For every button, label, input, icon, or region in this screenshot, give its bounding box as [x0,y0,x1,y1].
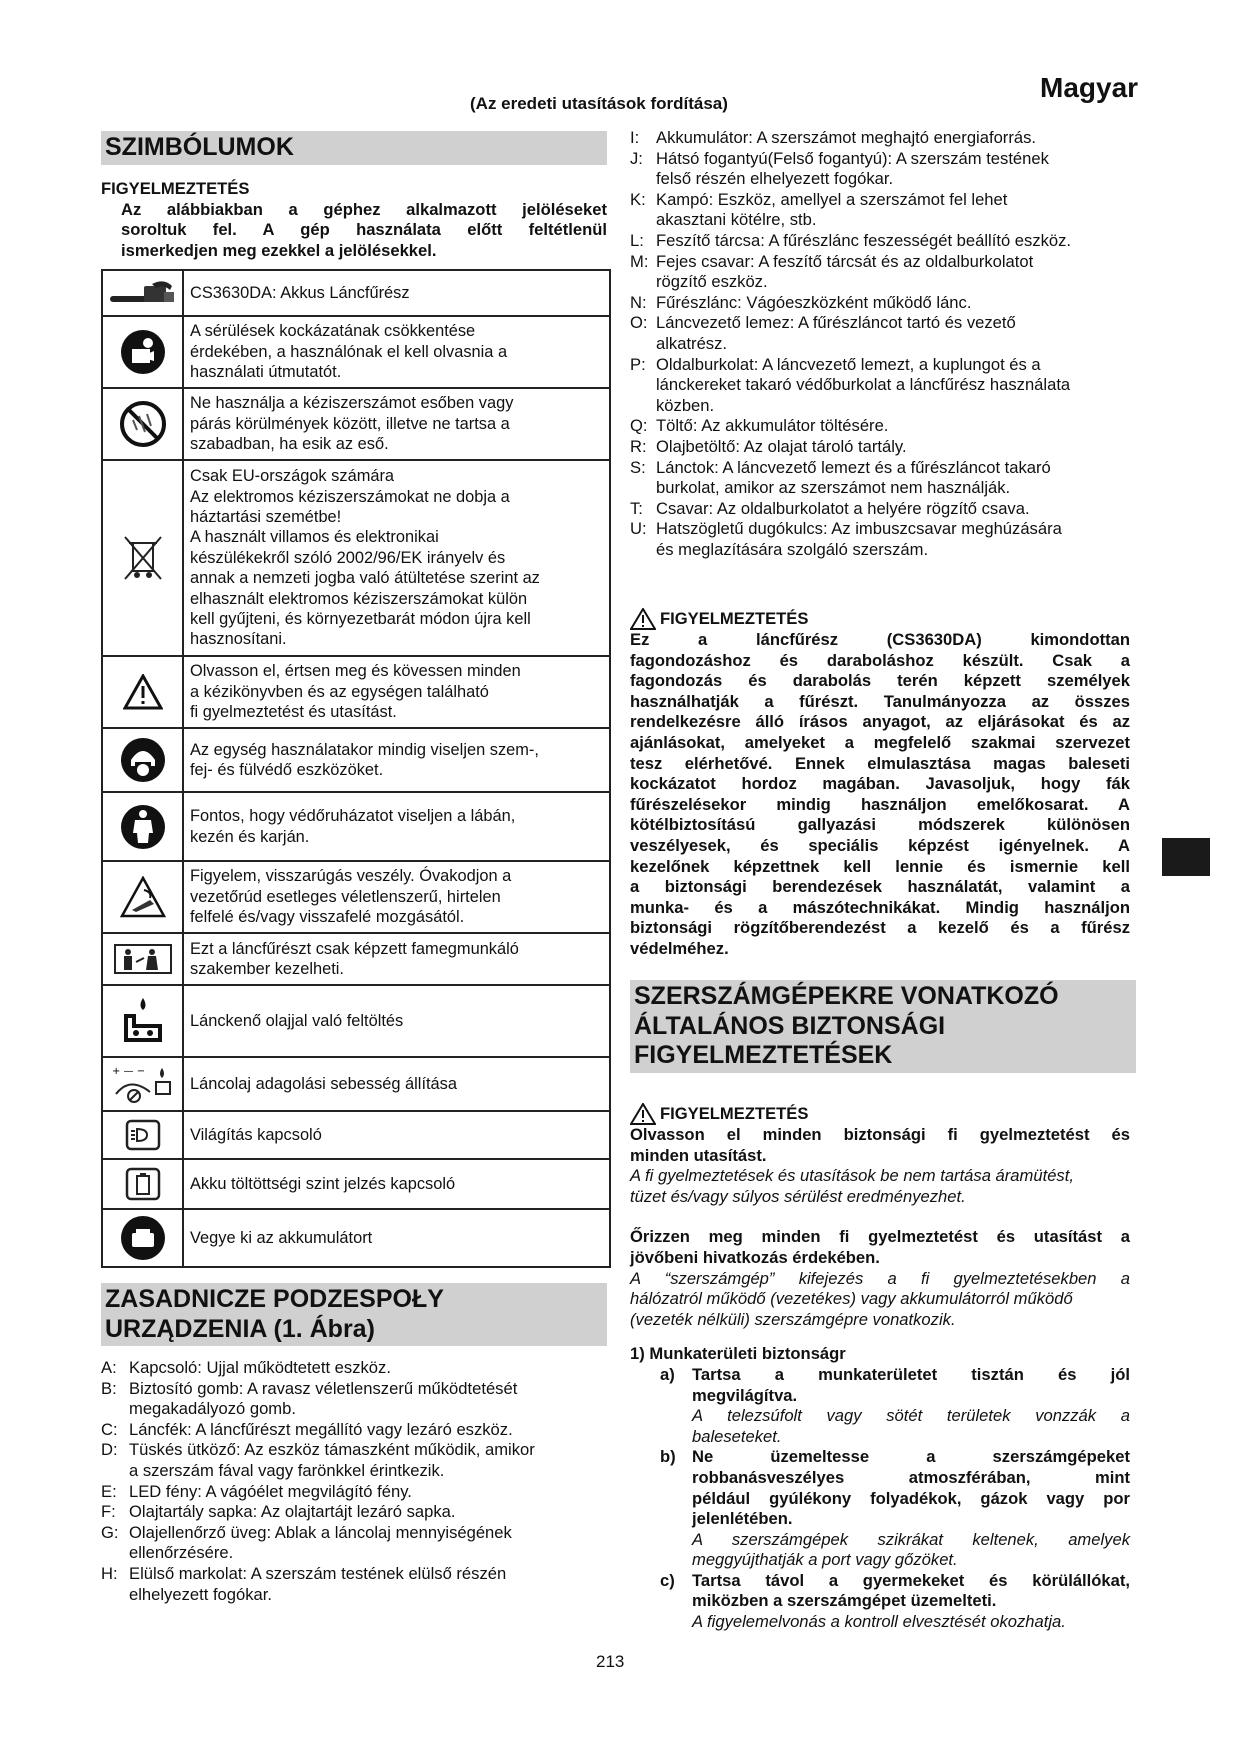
list-item: R: Olajbetöltő: Az olajat tároló tartály. [630,436,907,456]
work-area-heading: 1) Munkaterületi biztonságr [630,1344,846,1364]
symbols-intro-text: Az alábbiakban a géphez alkalmazott jelöléseket soroltuk fel. A gép használata előtt feltétlenül ismerkedjen meg ezekkel a jelölésekkel. [121,199,607,260]
svg-text:+ — −: + — − [111,1066,145,1077]
symbol-row: Világítás kapcsoló [103,1112,609,1160]
page-number: 213 [596,1652,625,1671]
oil-fill-icon [103,986,184,1056]
list-item: G: Olajellenőrző üveg: Ablak a láncolaj mennyiségének ellenőrzésére. [101,1522,512,1563]
crossed-bin-icon [103,461,184,655]
symbol-row: Ne használja a kéziszerszámot esőben vagy párás körülmények között, illetve ne tartsa a szabadban, ha esik az eső. [103,389,609,461]
components-list-left [101,1358,607,1605]
list-item: L: Feszítő tárcsa: A fűrészlánc feszességét beállító eszköz. [630,230,1072,250]
list-item: P: Oldalburkolat: A láncvezető lemezt, a kuplungot és a lánckereket takaró védőburkolat a láncfűrész használata közben. [630,354,1071,415]
list-item: c) Tartsa távol a gyermekeket és körülállókat, miközben a szerszámgépet üzemelteti. A figyelemelvonás a kontroll elvesztését okozhatja. [660,1570,1130,1632]
chainsaw-warning-label: FIGYELMEZTETÉS [660,608,809,628]
warning-triangle-icon [630,608,656,630]
list-item: U: Hatszögletű dugókulcs: Az imbuszcsavar meghúzására és meglazítására szolgáló szerszám. [630,519,1062,559]
list-item: M: Fejes csavar: A feszítő tárcsát és az oldalburkolatot rögzítő eszköz. [630,251,1034,292]
remove-battery-icon [103,1210,184,1266]
light-switch-icon [103,1112,184,1158]
protective-clothing-icon [103,793,184,860]
symbol-row: Akku töltöttségi szint jelzés kapcsoló [103,1160,609,1210]
warning-triangle-icon [630,1103,656,1125]
list-item: N: Fűrészlánc: Vágóeszközként működő lánc. [630,292,972,312]
symbol-row: Olvasson el, értsen meg és kövessen minden a kézikönyvben és az egységen található fi gyelmeztetést és utasítást. [103,657,609,729]
no-rain-icon [103,389,184,459]
list-item: J: Hátsó fogantyú(Felső fogantyú): A szerszám testének felső részén elhelyezett fogókar. [630,148,1049,189]
section-tab-marker [1162,838,1210,876]
chainsaw-icon [103,271,184,315]
chainsaw-warning [630,608,1130,960]
list-item: A: Kapcsoló: Ujjal működtetett eszköz. [101,1358,391,1377]
kickback-warning-icon [103,862,184,932]
general-safety-warning-label: FIGYELMEZTETÉS [660,1103,809,1123]
warning-triangle-icon [103,657,184,727]
components-heading: ZASADNICZE PODZESPOŁY URZĄDZENIA (1. Ábra) [101,1283,607,1346]
list-item: S: Lánctok: A láncvezető lemezt és a fűrészláncot takaró burkolat, amikor az szerszámot nem használják. [630,457,1051,498]
language-label: Magyar [1040,72,1139,103]
list-item: K: Kampó: Eszköz, amellyel a szerszámot fel lehet akasztani kötélre, stb. [630,189,1008,230]
symbol-row: Lánckenő olajjal való feltöltés [103,986,609,1058]
general-safety-heading: SZERSZÁMGÉPEKRE VONATKOZÓ ÁLTALÁNOS BIZTONSÁGI FIGYELMEZTETÉSEK [630,980,1136,1073]
list-item: F: Olajtartály sapka: Az olajtartájt lezáró sapka. [101,1502,456,1522]
symbol-row: Ezt a láncfűrészt csak képzett famegmunkáló szakember kezelheti. [103,934,609,986]
general-safety-body: FIGYELMEZTETÉS Olvasson el minden biztonsági fi gyelmeztetést és minden utasítást. A fi gyelmeztetések és utasítások be nem tartása áramütést, tüzet és/vagy súlyos sérülést eredményezhet. Őrizzen meg minden fi gyelmeztetést és utasítást a jövőbeni hivatkozás érdekében. A “szerszámgép” kifejezés a fi gyelmeztetésekben a hálózatról működő (vezetékes) vagy akkumulátorról működő (vezeték nélküli) szerszámgépre vonatkozik. 1) Munkaterületi biztonságr a) Tartsa a munkaterületet tisztán és jól megvilágítva. A telezsúfolt vagy sötét területek vonzzák a baleseteket. b) Ne üzemeltesse a szerszámgépeket robbanásveszélyes atmoszférában, mint például gyúlékony folyadékok, gázok vagy por jelenlétében. A szerszámgépek szikrákat keltenek, amelyek meggyújthatják a port vagy gőzöket. c) Tartsa távol a gyermekeket és körülállókat, miközben a szerszámgépet üzemelteti. A figyelemelvonás a kontroll elvesztését okozhatja. [630,1103,1130,1632]
chainsaw-warning-text: Ez a láncfűrész (CS3630DA) kimondottan fagondozáshoz és daraboláshoz készült. Csak a fagondozás és darabolás terén képzett személyek használhatják a fűrészt. Tanulmányozza az összes rendelkezésre álló írásos anyagot, az eljárásokat és az ajánlásokat, amelyeket a megfelelő szakmai szervezet tesz elérhetővé. Ennek elmulasztása magas baleseti kockázatot hordoz magában. Javasoljuk, hogy fák fűrészelésekor mindig használjon emelőkosarat. A kötélbiztosítású gallyazási módszerek különösen veszélyesek, és speciális képzést igényelnek. A kezelőnek képzettnek kell lennie és ismernie kell a biztonsági berendezések használatát, valamint a munka- és a mászótechnikákat. Mindig használjon biztonsági rögzítőberendezést a kezelő és a fűrész védelméhez. [630,630,1130,958]
components-list-right [630,128,1136,560]
symbol-row: Vegye ki az akkumulátort [103,1210,609,1268]
list-item: I: Akkumulátor: A szerszámot meghajtó energiaforrás. [630,128,1036,147]
list-item: Q: Töltő: Az akkumulátor töltésére. [630,416,889,436]
symbols-heading: SZIMBÓLUMOK [101,131,607,165]
battery-level-icon [103,1160,184,1208]
symbol-row: Fontos, hogy védőruházatot viseljen a lábán, kezén és karján. [103,793,609,862]
symbol-row: Figyelem, visszarúgás veszély. Óvakodjon a vezetőrúd esetleges véletlenszerű, hirtelen felfelé és/vagy visszafelé mozgásától. [103,862,609,934]
list-item: E: LED fény: A vágóélet megvilágító fény. [101,1481,412,1501]
symbols-intro [101,179,607,261]
symbol-row: A sérülések kockázatának csökkentése érdekében, a használónak el kell olvasnia a használati útmutatót. [103,317,609,389]
trained-operator-icon [103,934,184,984]
read-manual-icon [103,317,184,387]
head-protection-icon [103,729,184,791]
symbol-row: Az egység használatakor mindig viseljen szem-, fej- és fülvédő eszközöket. [103,729,609,793]
list-item: D: Tüskés ütköző: Az eszköz támaszként működik, amikor a szerszám fával vagy farönkkel érintkezik. [101,1440,535,1480]
list-item: O: Láncvezető lemez: A fűrészláncot tartó és vezető alkatrész. [630,313,1016,353]
list-item: T: Csavar: Az oldalburkolatot a helyére rögzítő csava. [630,498,1030,518]
symbol-row: + — − Láncolaj adagolási sebesség állítása [103,1058,609,1112]
list-item: H: Elülső markolat: A szerszám testének elülső részén elhelyezett fogókar. [101,1563,507,1604]
list-item: b) Ne üzemeltesse a szerszámgépeket robbanásveszélyes atmoszférában, mint például gyúlékony folyadékok, gázok vagy por jelenlétében. A szerszámgépek szikrákat keltenek, amelyek meggyújthatják a port vagy gőzöket. [660,1447,1130,1570]
symbols-table [101,269,611,1268]
list-item: a) Tartsa a munkaterületet tisztán és jól megvilágítva. A telezsúfolt vagy sötét területek vonzzák a baleseteket. [660,1364,1130,1446]
symbol-row: Csak EU-országok számára Az elektromos kéziszerszámokat ne dobja a háztartási szemétbe! A használt villamos és elektronikai készülékekről szóló 2002/96/EK irányelv és annak a nemzeti jogba való átültetése szerint az elhasznált elektromos kéziszerszámokat külön kell gyűjteni, és környezetbarát módon újra kell hasznosítani. [103,461,609,657]
symbols-warning-label: FIGYELMEZTETÉS [101,179,250,198]
oil-rate-icon [103,1058,184,1110]
list-item: B: Biztosító gomb: A ravasz véletlenszerű működtetését megakadályozó gomb. [101,1378,518,1419]
translation-subtitle: (Az eredeti utasítások fordítása) [470,94,728,113]
list-item: C: Láncfék: A láncfűrészt megállító vagy lezáró eszköz. [101,1419,513,1439]
symbol-row: CS3630DA: Akkus Láncfűrész [103,271,609,317]
